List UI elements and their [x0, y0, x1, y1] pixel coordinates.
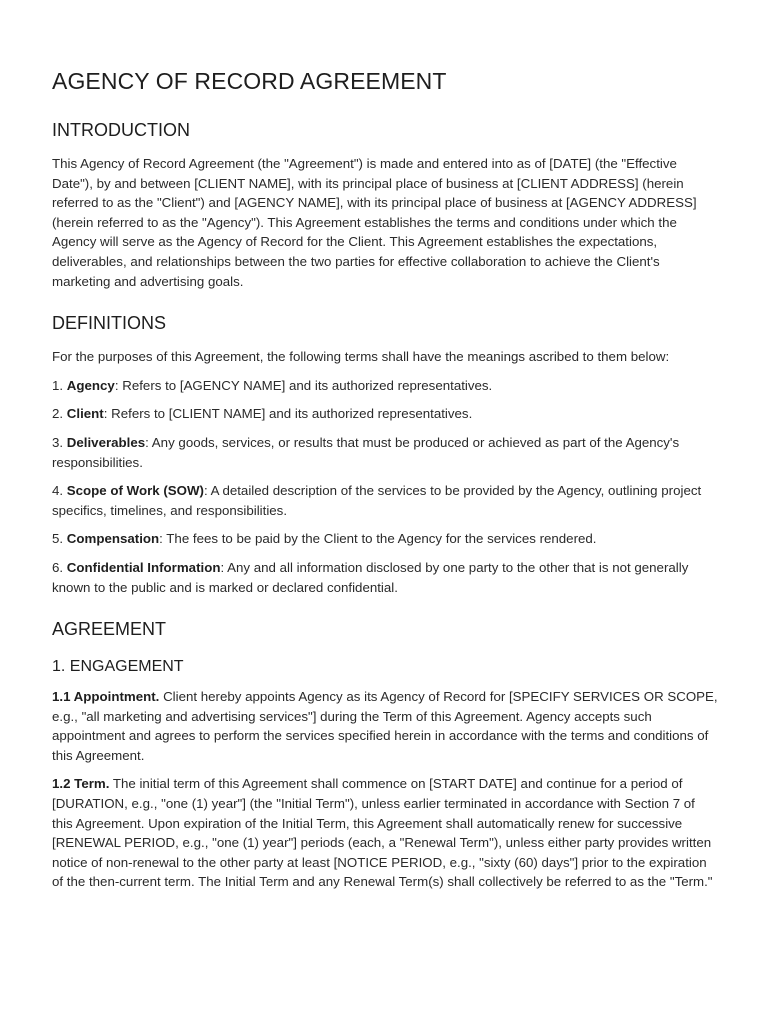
clause-text: Client hereby appoints Agency as its Agency of Record for [SPECIFY SERVICES OR SCOPE, e.g., "all marketing and advertising services"] during the Term of this Agreement. Agency accepts such appointment and agrees to perform the services specified herein in accordance with the terms and conditions of this Agreement.	[52, 689, 718, 763]
definition-item-sow	[52, 481, 718, 520]
definition-text: : Any and all information disclosed by one party to the other that is not generally known to the public and is marked or declared confidential.	[52, 559, 689, 595]
definition-text: : A detailed description of the services to be provided by the Agency, outlining project specifics, timelines, and responsibilities.	[52, 483, 702, 518]
definition-text: : Refers to [CLIENT NAME] and its authorized representatives.	[103, 406, 473, 422]
definition-term: Agency	[66, 377, 115, 393]
definition-item-client	[52, 404, 718, 424]
engagement-heading: 1. ENGAGEMENT	[52, 658, 184, 676]
definition-term: Scope of Work (SOW)	[66, 483, 204, 499]
introduction-body: This Agency of Record Agreement (the "Agreement") is made and entered into as of [DATE] (the "Effective Date"), by and between [CLIENT NAME], with its principal place of business at [CLIENT ADDRESS] (herein referred to as the "Client") and [AGENCY NAME], with its principal place of business at [AGENCY ADDRESS] (herein referred to as the "Agency"). This Agreement establishes the terms and conditions under which the Agency will serve as the Agency of Record for the Client. This Agreement establishes the expectations, deliverables, and relationships between the two parties for effective collaboration to achieve the Client's marketing and advertising goals.	[52, 156, 697, 289]
definition-number: 3.	[52, 434, 64, 450]
definition-item-compensation	[52, 529, 718, 549]
definition-item-agency	[52, 376, 718, 396]
definition-item-deliverables	[52, 433, 718, 472]
definitions-heading: DEFINITIONS	[52, 313, 167, 334]
clause-label: 1.2 Term.	[52, 776, 110, 792]
definition-text: : Any goods, services, or results that must be produced or achieved as part of the Agency's responsibilities.	[52, 434, 680, 470]
definition-number: 6.	[52, 559, 64, 575]
definition-term: Client	[66, 406, 104, 422]
document-title: AGENCY OF RECORD AGREEMENT	[52, 68, 447, 94]
introduction-heading: INTRODUCTION	[52, 120, 190, 140]
definition-number: 5.	[52, 531, 64, 547]
clause-label: 1.1 Appointment.	[52, 689, 160, 705]
definition-number: 4.	[52, 483, 64, 499]
definition-text: : The fees to be paid by the Client to the Agency for the services rendered.	[159, 531, 597, 547]
definition-number: 1.	[52, 377, 64, 393]
definition-number: 2.	[52, 406, 64, 422]
agreement-heading: AGREEMENT	[52, 619, 167, 640]
definition-term: Confidential Information	[66, 559, 221, 575]
definition-term: Compensation	[66, 531, 160, 547]
definition-text: : Refers to [AGENCY NAME] and its authorized representatives.	[114, 377, 493, 393]
definition-term: Deliverables	[66, 434, 146, 450]
definition-item-confidential	[52, 558, 718, 597]
clause-term	[52, 774, 718, 892]
clause-text: The initial term of this Agreement shall commence on [START DATE] and continue for a period of [DURATION, e.g., "one (1) year"] (the "Initial Term"), unless earlier terminated in accordance with Section 7 of this Agreement. Upon expiration of the Initial Term, this Agreement shall automatically renew for successive [RENEWAL PERIOD, e.g., "one (1) year"] periods (each, a "Renewal Term"), unless either party provides written notice of non-renewal to the other party at least [NOTICE PERIOD, e.g., "sixty (60) days"] prior to the expiration of the then-current term. The Initial Term and any Renewal Term(s) shall collectively be referred to as the "Term."	[52, 776, 713, 890]
definitions-intro: For the purposes of this Agreement, the following terms shall have the meanings ascribed to them below:	[52, 349, 670, 365]
clause-appointment	[52, 687, 718, 765]
